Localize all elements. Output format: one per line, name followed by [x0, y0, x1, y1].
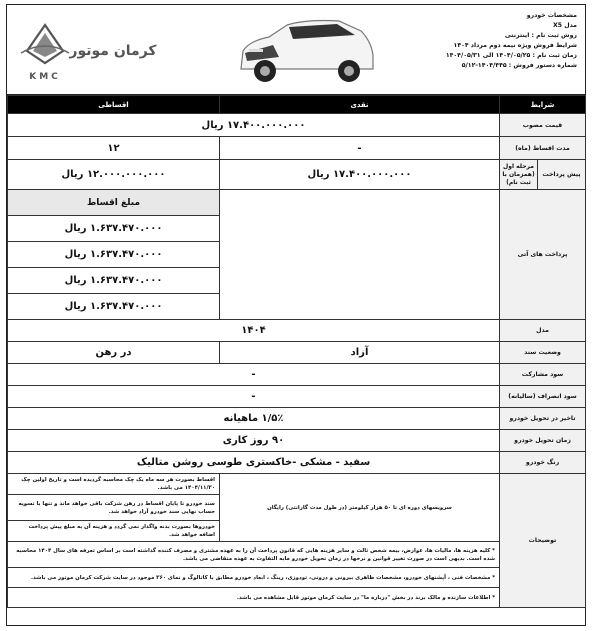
general-note: * کلیه هزینه ها، مالیات ها، عوارض، بیمه شخص ثالث و سایر هزینه هایی که قانون پرداخت آن را به عهده مشتری و مصرف کننده گذاشته است بر اساس تعرفه های سال ۱۴۰۴ محاسبه شده است. بدیهی است در صورت تغییر قوانین و نرخها در زمان تحویل خودرو مابه التفاوت به عهده متقاضی می باشد. [8, 542, 500, 568]
specs-model: مدل X5 [552, 22, 577, 29]
service-note: سرویسهای دوره ای تا ۵۰ هزار کیلومتر (در طول مدت گارانتی) رایگان [220, 474, 500, 542]
installment-amount-row: ۱.۶۳۷.۴۷۰.۰۰۰ ریال [8, 242, 220, 268]
col-header-cash: نقدی [220, 96, 500, 114]
price-table [7, 95, 586, 608]
installment-period-value: ۱۲ [8, 137, 220, 160]
installment-period-label: مدت اقساط (ماه) [500, 137, 586, 160]
col-header-conditions: شرایط [500, 96, 586, 114]
price-label: قیمت مصوب [500, 114, 586, 137]
document-status-cash: آزاد [220, 342, 500, 364]
prepayment-installment: ۱۲.۰۰۰.۰۰۰.۰۰۰ ریال [8, 160, 220, 190]
prepayment-cash: ۱۷.۴۰۰.۰۰۰.۰۰۰ ریال [220, 160, 500, 190]
delivery-delay-value: ۱/۵٪ ماهیانه [8, 408, 500, 430]
installment-amount-header: مبلغ اقساط [8, 190, 220, 216]
delivery-time-label: زمان تحویل خودرو [500, 430, 586, 452]
general-note: * اطلاعات سازنده و مالک برند در بخش "درباره ما" در سایت کرمان موتور قابل مشاهده می باشد. [8, 588, 500, 608]
cancellation-profit-label: سود انصراف (سالیانه) [500, 386, 586, 408]
notes-label: توضیحات [500, 474, 586, 608]
delivery-delay-label: تاخیر در تحویل خودرو [500, 408, 586, 430]
future-payments-cash-empty [220, 190, 500, 320]
general-note: * مشخصات فنی ، آپشنهای خودرو، مشخصات ظاهری بیرونی و درونی، تودوزی، رینگ ، ابعاد خودرو مطابق با کاتالوگ و نمای ۳۶۰ موجود در سایت شرکت کرمان موتور می باشد. [8, 568, 500, 588]
installment-amount-row: ۱.۶۳۷.۴۷۰.۰۰۰ ریال [8, 268, 220, 294]
installment-note: سند خودرو تا پایان اقساط در رهن شرکت باقی خواهد ماند و تنها با تسویه حساب نهایی سند خودرو آزاد خواهد شد. [8, 495, 220, 521]
svg-text:KMC: KMC [29, 72, 61, 82]
kmc-logo [17, 19, 167, 85]
model-label: مدل [500, 320, 586, 342]
future-payments-label: پرداخت های آتی [500, 190, 586, 320]
delivery-time-value: ۹۰ روز کاری [8, 430, 500, 452]
document-status-installment: در رهن [8, 342, 220, 364]
color-value: سفید - مشکی -خاکستری طوسی روشن متالیک [8, 452, 500, 474]
prepayment-stage-label: مرحله اول [503, 162, 534, 170]
model-value: ۱۴۰۴ [8, 320, 500, 342]
installment-note: خودروها بصورت بدنه واگذار نمی گردد و هزینه آن به مبلغ پیش پرداخت اضافه خواهد شد. [8, 521, 220, 542]
color-label: رنگ خودرو [500, 452, 586, 474]
installment-period-cash: - [220, 137, 500, 160]
vehicle-specs [387, 11, 577, 71]
installment-amount-row: ۱.۶۳۷.۴۷۰.۰۰۰ ریال [8, 216, 220, 242]
specs-sale-terms: شرایط فروش ویژه نیمه دوم مرداد ۱۴۰۴ [453, 42, 577, 49]
price-sheet [6, 4, 586, 626]
partnership-profit-value: - [8, 364, 500, 386]
prepayment-label: پیش پرداخت [538, 160, 586, 190]
partnership-profit-label: سود مشارکت [500, 364, 586, 386]
prepayment-stage-sub: (همزمان با ثبت نام) [502, 170, 535, 186]
svg-text:کرمان موتور: کرمان موتور [69, 43, 157, 59]
specs-registration: روش ثبت نام : اینترنتی [504, 32, 577, 39]
specs-approval-number: شماره دستور فروش : ۱۴۰۴/۴۴۵-۵/۱۲ [461, 62, 577, 69]
cancellation-profit-value: - [8, 386, 500, 408]
col-header-installment: اقساطی [8, 96, 220, 114]
specs-registration-time: زمان ثبت نام : ۱۴۰۴/۰۵/۲۵ الی ۱۴۰۴/۰۵/۳۱ [445, 52, 577, 59]
installment-note: اقساط بصورت هر سه ماه یک چک محاسبه گردیده است و تاریخ اولین چک ۱۴۰۴/۱۱/۳۰ می باشد. [8, 474, 220, 495]
installment-amount-row: ۱.۶۳۷.۴۷۰.۰۰۰ ریال [8, 294, 220, 320]
specs-title: مشخصات خودرو [526, 12, 577, 19]
document-status-label: وضعیت سند [500, 342, 586, 364]
sheet-header [7, 5, 585, 95]
car-image [229, 11, 379, 91]
price-value: ۱۷.۴۰۰.۰۰۰.۰۰۰ ریال [8, 114, 500, 137]
prepayment-stage [500, 160, 538, 190]
